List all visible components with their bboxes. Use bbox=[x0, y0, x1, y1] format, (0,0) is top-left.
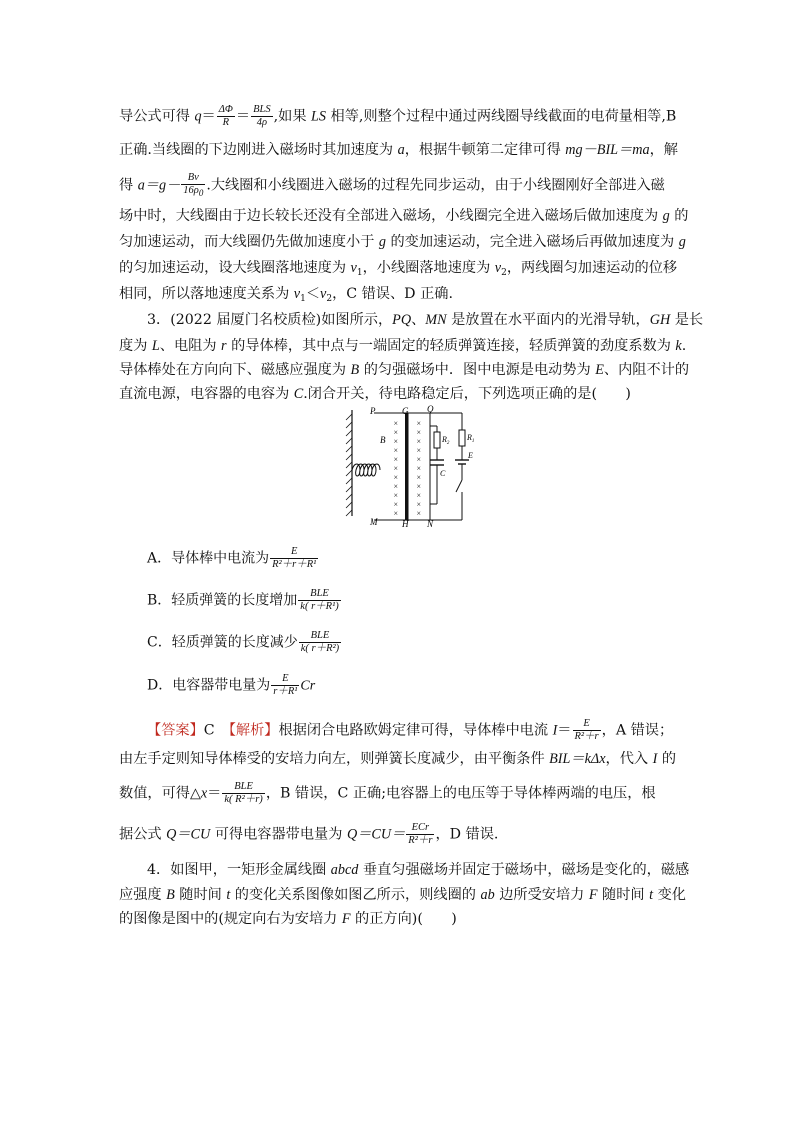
label-q: Q bbox=[427, 404, 434, 414]
field-cross: × bbox=[393, 509, 399, 518]
para1-line2: 正确.当线圈的下边刚进入磁场时其加速度为 a，根据牛顿第二定律可得 mg－BIL＝ma，解 bbox=[119, 142, 678, 158]
rod-gh bbox=[405, 413, 409, 520]
field-cross: × bbox=[416, 455, 422, 464]
para1-line6: 的匀加速运动，设大线圈落地速度为 $v_1$，小线圈落地速度为 $v_2$，两线圈匀加速运动的位移 bbox=[119, 260, 678, 278]
field-cross: × bbox=[393, 464, 399, 473]
field-cross: × bbox=[393, 428, 399, 437]
fraction: $\frac{E}{\text{R²＋r}}$ bbox=[574, 718, 599, 742]
option-a: A．导体棒中电流为 $\frac{E}{\text{R²＋r＋R¹}}$ bbox=[147, 546, 317, 570]
resistor-r1 bbox=[459, 430, 465, 446]
q4-line2: 应强度 B 随时间 t 的变化关系图像如图乙所示，则线圈的 ab 边所受安培力 F 随时间 t 变化 bbox=[119, 887, 686, 903]
para1-line5: 匀加速运动，而大线圈仍先做加速度小于 g 的变加速运动，完全进入磁场后再做加速度为 g bbox=[119, 234, 686, 250]
option-c: C．轻质弹簧的长度减少 BLE k( r＋R²) bbox=[147, 630, 340, 654]
field-cross: × bbox=[393, 491, 399, 500]
para1-line3: 得 a＝g－ $\frac{Bv}{16\rho_0}$ .大线圈和小线圈进入磁场的过程先同步运动，由于小线圈刚好全部进入磁 bbox=[119, 172, 665, 198]
label-g: G bbox=[402, 406, 409, 416]
label-b: B bbox=[380, 435, 386, 445]
field-cross: × bbox=[393, 482, 399, 491]
fraction: BLE k( r＋R¹) bbox=[300, 588, 339, 612]
answer-tag: 【答案】 bbox=[147, 722, 204, 739]
label-p: P bbox=[370, 406, 376, 416]
answer-line3: 数值，可得△x＝ BLE k( R²＋r) ，B 错误，C 正确;电容器上的电压等于导体棒两端的电压，根 bbox=[119, 781, 656, 805]
q3-line2: 度为 L、电阻为 r 的导体棒，其中点与一端固定的轻质弹簧连接，轻质弹簧的劲度系数为 k. bbox=[119, 338, 687, 354]
fraction: $\frac{\Delta\Phi}{R}$ bbox=[218, 104, 233, 128]
label-c: C bbox=[440, 469, 446, 478]
field-cross: × bbox=[393, 500, 399, 509]
field-cross: × bbox=[416, 482, 422, 491]
field-cross: × bbox=[416, 446, 422, 455]
q3-line1: 3．(2022 届厦门名校质检)如图所示，PQ、MN 是放置在水平面内的光滑导轨，GH 是长 bbox=[147, 312, 704, 328]
para1-line4: 场中时，大线圈由于边长较长还没有全部进入磁场，小线圈完全进入磁场后做加速度为 g 的 bbox=[119, 208, 689, 224]
field-cross: × bbox=[393, 446, 399, 455]
para1-line7: 相同，所以落地速度关系为 $v_1<v_2$，C 错误、D 正确. bbox=[119, 286, 453, 304]
answer-line2: 由左手定则知导体棒受的安培力向左，则弹簧长度减少，由平衡条件 BIL＝kΔx，代入 I 的 bbox=[119, 751, 677, 767]
label-n: N bbox=[427, 519, 434, 529]
fraction: $\frac{E}{\text{r＋R¹}}$ bbox=[273, 673, 298, 697]
option-b: B．轻质弹簧的长度增加 BLE k( r＋R¹) bbox=[147, 588, 339, 612]
q3-line4: 直流电源，电容器的电容为 C.闭合开关，待电路稳定后，下列选项正确的是( ) bbox=[119, 386, 631, 402]
fraction: ECr R²＋r bbox=[408, 822, 433, 846]
fraction: BLE k( r＋R²) bbox=[300, 630, 340, 654]
label-m: M bbox=[370, 517, 378, 527]
label-r1: $R_1$ bbox=[467, 433, 475, 444]
field-cross: × bbox=[416, 428, 422, 437]
q4-line1: 4．如图甲，一矩形金属线圈 abcd 垂直匀强磁场并固定于磁场中，磁场是变化的，磁感 bbox=[147, 862, 690, 878]
answer-line4: 据公式 Q＝CU 可得电容器带电量为 Q＝CU＝ ECr R²＋r ，D 错误. bbox=[119, 822, 499, 846]
wall-hatch bbox=[346, 414, 352, 516]
field-cross: × bbox=[393, 455, 399, 464]
option-d: D．电容器带电量为 $\frac{E}{\text{r＋R¹}}$ Cr bbox=[147, 673, 316, 697]
field-cross: × bbox=[416, 509, 422, 518]
switch bbox=[456, 480, 462, 492]
para1-line1: 导公式可得 q＝ $\frac{\Delta\Phi}{R}$ ＝ BLS 4ρ ,如果 LS 相等,则整个过程中通过两线圈导线截面的电荷量相等,B bbox=[119, 104, 677, 128]
field-cross: × bbox=[416, 419, 422, 428]
q4-line3: 的图像是图中的(规定向右为安培力 F 的正方向)( ) bbox=[119, 911, 457, 927]
field-cross: × bbox=[393, 437, 399, 446]
field-cross: × bbox=[416, 491, 422, 500]
field-cross: × bbox=[416, 500, 422, 509]
q3-line3: 导体棒处在方向向下、磁感应强度为 B 的匀强磁场中．图中电源是电动势为 E、内阻不计的 bbox=[119, 362, 690, 378]
field-cross: × bbox=[416, 464, 422, 473]
field-cross: × bbox=[393, 419, 399, 428]
analysis-tag: 【解析】 bbox=[228, 722, 279, 739]
label-r2: $R_2$ bbox=[442, 435, 450, 446]
field-cross: × bbox=[416, 473, 422, 482]
answer-line1: 【答案】C 【解析】根据闭合电路欧姆定律可得，导体棒中电流 I＝ $\frac{E}{\text{R²＋r}}$ ，A 错误； bbox=[147, 718, 674, 742]
resistor-r2 bbox=[434, 432, 440, 448]
field-cross: × bbox=[416, 437, 422, 446]
label-e: E bbox=[468, 451, 473, 460]
field-cross: × bbox=[393, 473, 399, 482]
circuit-diagram bbox=[330, 404, 480, 532]
label-h: H bbox=[402, 519, 409, 529]
fraction: BLS 4ρ bbox=[253, 104, 271, 128]
spring bbox=[352, 464, 380, 476]
fraction: $\frac{E}{\text{R²＋r＋R¹}}$ bbox=[272, 546, 317, 570]
fraction: $\frac{Bv}{16\rho_0}$ bbox=[183, 172, 204, 198]
fraction: BLE k( R²＋r) bbox=[224, 781, 263, 805]
